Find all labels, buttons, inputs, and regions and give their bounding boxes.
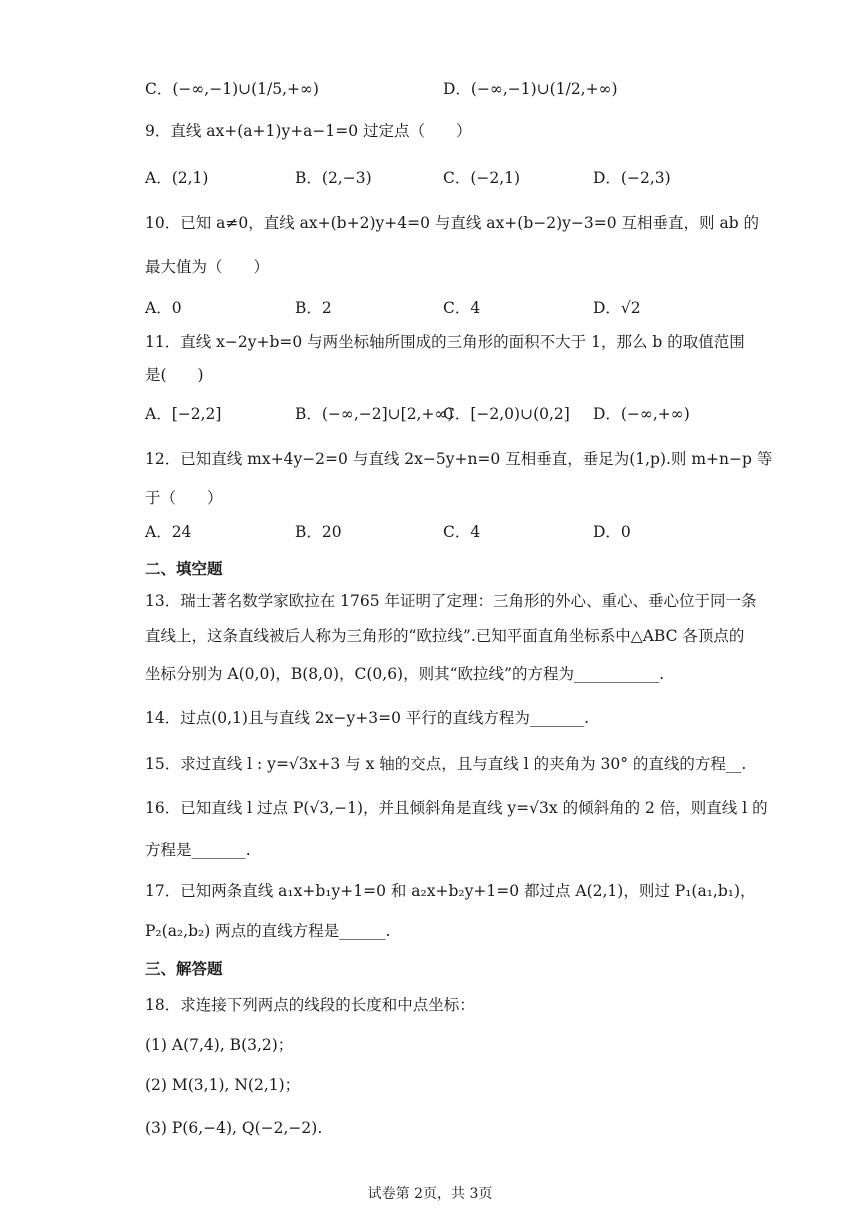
q14-stem: 14．过点(0,1)且与直线 2x−y+3=0 平行的直线方程为_______. (145, 709, 590, 727)
q9-option-c: C．(−2,1) (443, 169, 521, 187)
q16-line2: 方程是_______. (145, 841, 251, 859)
q11-option-c: C．[−2,0)∪(0,2] (443, 405, 570, 423)
q13-line3: 坐标分别为 A(0,0)，B(8,0)，C(0,6)，则其“欧拉线”的方程为___________. (145, 665, 665, 683)
q12-option-d: D．0 (593, 523, 631, 541)
q8-options (145, 78, 765, 100)
q10-options (145, 297, 765, 319)
q13-line1: 13．瑞士著名数学家欧拉在 1765 年证明了定理：三角形的外心、重心、垂心位于同一条 (145, 592, 757, 610)
q9-option-a: A．(2,1) (145, 169, 209, 187)
q11-option-d: D．(−∞,+∞) (593, 405, 690, 423)
q11-option-a: A．[−2,2] (145, 405, 222, 423)
q18-stem: 18．求连接下列两点的线段的长度和中点坐标： (145, 996, 475, 1014)
q15-stem: 15．求过直线 l : y=√3x+3 与 x 轴的交点，且与直线 l 的夹角为 30° 的直线的方程__. (145, 755, 747, 773)
q9-options (145, 167, 765, 189)
q8-option-d: D．(−∞,−1)∪(1/2,+∞) (443, 80, 618, 98)
q18-part1: (1) A(7,4), B(3,2)； (145, 1036, 294, 1054)
q10-stem-line1: 10．已知 a≠0，直线 ax+(b+2)y+4=0 与直线 ax+(b−2)y−3=0 互相垂直，则 ab 的 (145, 214, 760, 232)
page-footer: 试卷第 2页，共 3页 (367, 1186, 493, 1202)
q10-option-a: A．0 (145, 299, 182, 317)
q17-line1: 17．已知两条直线 a₁x+b₁y+1=0 和 a₂x+b₂y+1=0 都过点 A(2,1)，则过 P₁(a₁,b₁)， (145, 882, 756, 900)
q16-line1: 16．已知直线 l 过点 P(√3,−1)，并且倾斜角是直线 y=√3x 的倾斜角的 2 倍，则直线 l 的 (145, 799, 768, 817)
q11-option-b: B．(−∞,−2]∪[2,+∞) (295, 405, 454, 423)
q10-stem-line2: 最大值为（ ） (145, 258, 270, 276)
q11-stem-line1: 11．直线 x−2y+b=0 与两坐标轴所围成的三角形的面积不大于 1，那么 b 的取值范围 (145, 333, 745, 351)
q10-option-d: D．√2 (593, 299, 641, 317)
q12-option-c: C．4 (443, 523, 481, 541)
q12-option-b: B．20 (295, 523, 342, 541)
q10-option-b: B．2 (295, 299, 332, 317)
q9-stem: 9．直线 ax+(a+1)y+a−1=0 过定点（ ） (145, 122, 472, 140)
section-solution-title: 三、解答题 (145, 960, 223, 978)
q12-stem-line2: 于（ ） (145, 489, 223, 507)
q18-part2: (2) M(3,1), N(2,1)； (145, 1076, 301, 1094)
q10-option-c: C．4 (443, 299, 481, 317)
q9-option-d: D．(−2,3) (593, 169, 671, 187)
q12-option-a: A．24 (145, 523, 192, 541)
q17-line2: P₂(a₂,b₂) 两点的直线方程是______. (145, 922, 391, 940)
q8-option-c: C．(−∞,−1)∪(1/5,+∞) (145, 80, 319, 98)
q12-stem-line1: 12．已知直线 mx+4y−2=0 与直线 2x−5y+n=0 互相垂直，垂足为(1,p).则 m+n−p 等 (145, 450, 773, 468)
q9-option-b: B．(2,−3) (295, 169, 372, 187)
section-fill-in-title: 二、填空题 (145, 560, 223, 578)
q11-stem-line2: 是( ) (145, 366, 204, 384)
q11-options (145, 403, 765, 425)
q18-part3: (3) P(6,−4), Q(−2,−2). (145, 1119, 323, 1137)
q13-line2: 直线上，这条直线被后人称为三角形的“欧拉线”.已知平面直角坐标系中△ABC 各顶点的 (145, 627, 745, 645)
q12-options (145, 521, 765, 543)
